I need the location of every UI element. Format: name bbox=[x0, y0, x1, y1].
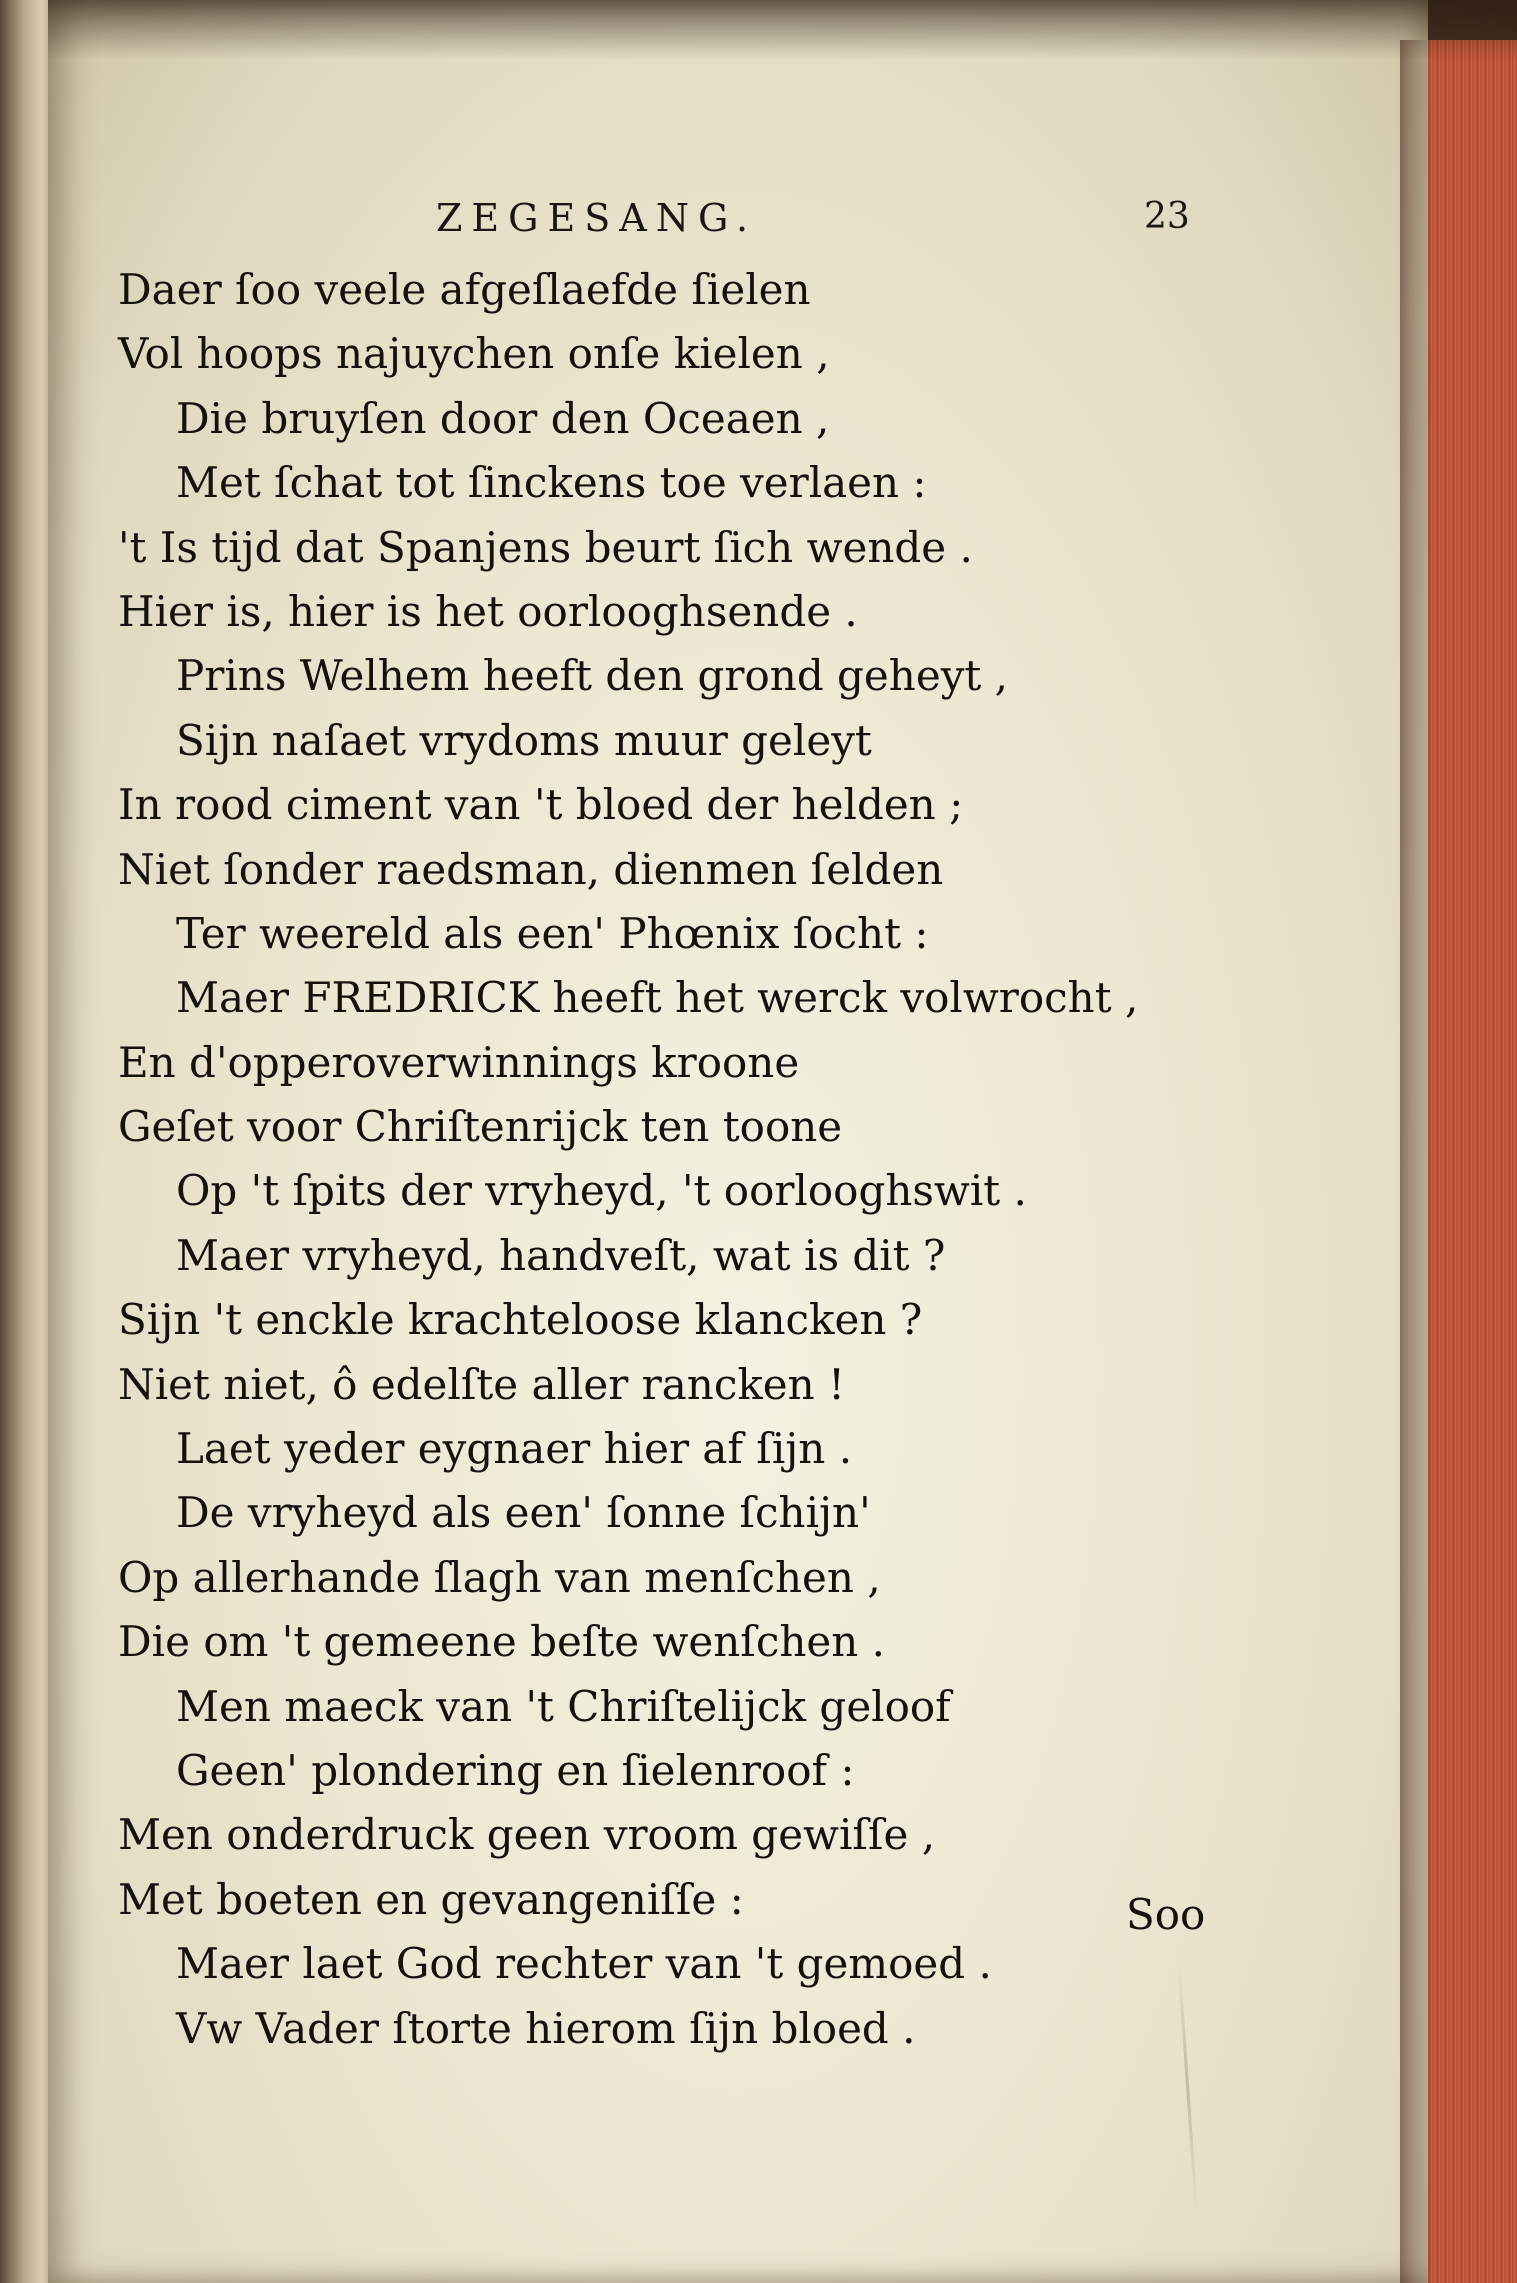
verse-line: Men onderdruck geen vroom gewiſſe , bbox=[118, 1810, 936, 1860]
verse-line: Geen' plondering en ſielenroof : bbox=[176, 1745, 855, 1795]
running-title: ZEGESANG. bbox=[436, 196, 758, 240]
verse-line: Ter weereld als een' Phœnix ſocht : bbox=[176, 908, 929, 958]
verse-line: Maer vryheyd, handveſt, wat is dit ? bbox=[176, 1230, 946, 1280]
verse-line: Daer ſoo veele afgeſlaefde ſielen bbox=[118, 265, 811, 314]
verse-line: Die bruyſen door den Oceaen , bbox=[176, 393, 830, 443]
verse-line: Vol hoops najuychen onſe kielen , bbox=[118, 329, 830, 379]
verse-line: Met boeten en gevangeniſſe : bbox=[118, 1874, 744, 1924]
verse-line: Niet niet, ô edelſte aller rancken ! bbox=[118, 1359, 845, 1409]
verse-line: Op 't ſpits der vryheyd, 't oorlooghswit . bbox=[176, 1166, 1027, 1216]
verse-line: Geſet voor Chriſtenrijck ten toone bbox=[118, 1102, 843, 1152]
page-number: 23 bbox=[1144, 196, 1190, 237]
verse-line: Maer laet God rechter van 't gemoed . bbox=[176, 1939, 992, 1989]
catchword: Soo bbox=[1126, 1890, 1206, 1939]
verse-line: Maer FREDRICK heeft het werck volwrocht , bbox=[176, 973, 1139, 1023]
verse-line: Laet yeder eygnaer hier af ſijn . bbox=[176, 1424, 853, 1474]
verse-line: Sijn naſaet vrydoms muur geleyt bbox=[176, 715, 872, 765]
verse-line: Men maeck van 't Chriſtelijck geloof bbox=[176, 1681, 951, 1731]
verse-line: Vw Vader ſtorte hierom ſijn bloed . bbox=[176, 2003, 916, 2053]
verse-line: Niet ſonder raedsman, dienmen ſelden bbox=[118, 844, 944, 894]
top-shadow bbox=[48, 0, 1517, 60]
verse-line: De vryheyd als een' ſonne ſchijn' bbox=[176, 1488, 871, 1538]
edge-shadow bbox=[1400, 40, 1430, 2283]
verse-line: En d'opperoverwinnings kroone bbox=[118, 1037, 800, 1087]
verse-line: Die om 't gemeene beſte wenſchen . bbox=[118, 1617, 886, 1667]
verse-line: In rood ciment van 't bloed der helden ; bbox=[118, 780, 964, 830]
verse-line: 't Is tijd dat Spanjens beurt ſich wende . bbox=[118, 522, 973, 572]
poem-text bbox=[118, 258, 1138, 2061]
verse-line: Met ſchat tot ſinckens toe verlaen : bbox=[176, 458, 927, 508]
verse-line: Hier is, hier is het oorlooghsende . bbox=[118, 586, 858, 636]
verse-line: Prins Welhem heeft den grond geheyt , bbox=[176, 651, 1009, 701]
verse-line: Op allerhande ſlagh van menſchen , bbox=[118, 1552, 881, 1602]
verse-line: Sijn 't enckle krachteloose klancken ? bbox=[118, 1295, 923, 1345]
